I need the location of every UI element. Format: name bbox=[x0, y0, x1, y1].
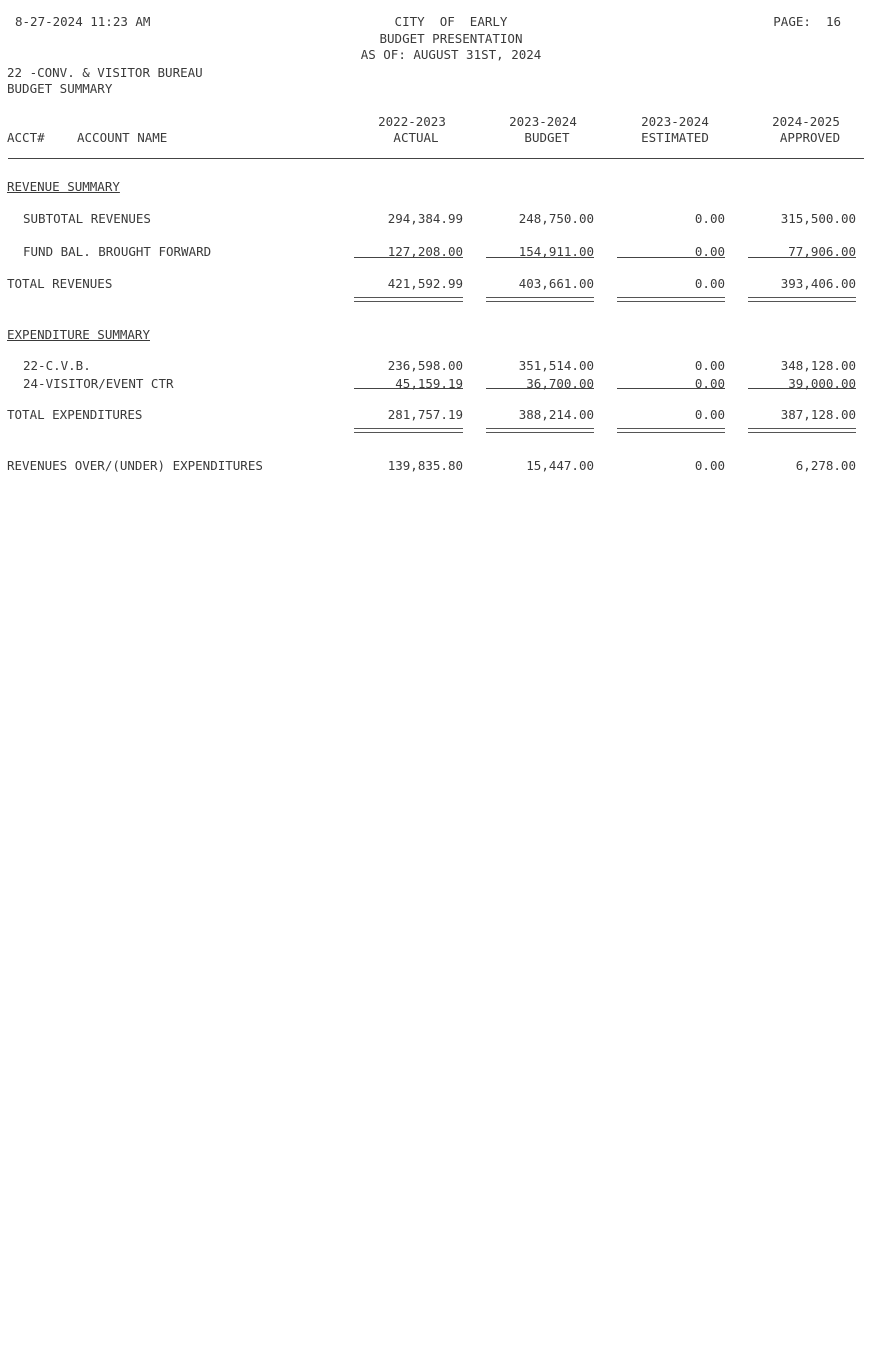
report-name: BUDGET SUMMARY bbox=[7, 81, 113, 96]
value-approved: 393,406.00 bbox=[780, 276, 856, 291]
value-actual: 421,592.99 bbox=[387, 276, 463, 291]
report-datetime: 8-27-2024 11:23 AM bbox=[15, 14, 151, 29]
value-actual: 281,757.19 bbox=[387, 407, 463, 422]
total-double-rule bbox=[354, 297, 463, 302]
col-actual-label: ACTUAL bbox=[393, 130, 439, 145]
value-estimated: 0.00 bbox=[694, 211, 725, 226]
value-budget: 248,750.00 bbox=[518, 211, 594, 226]
col-estimated-label: ESTIMATED bbox=[641, 130, 709, 145]
value-approved: 315,500.00 bbox=[780, 211, 856, 226]
value-estimated: 0.00 bbox=[694, 458, 725, 473]
value-estimated: 0.00 bbox=[694, 276, 725, 291]
col-acct-header: ACCT# bbox=[7, 130, 45, 145]
expenditure-heading: EXPENDITURE SUMMARY bbox=[7, 327, 150, 342]
value-budget: 36,700.00 bbox=[526, 376, 594, 391]
value-estimated: 0.00 bbox=[694, 376, 725, 391]
org-name: CITY OF EARLY bbox=[394, 14, 508, 29]
value-approved: 39,000.00 bbox=[788, 376, 856, 391]
value-approved: 387,128.00 bbox=[780, 407, 856, 422]
total-double-rule bbox=[617, 428, 725, 433]
value-actual: 294,384.99 bbox=[387, 211, 463, 226]
total-double-rule bbox=[617, 297, 725, 302]
fund-name: 22 -CONV. & VISITOR BUREAU bbox=[7, 65, 203, 80]
value-actual: 45,159.19 bbox=[395, 376, 463, 391]
row-label: TOTAL EXPENDITURES bbox=[7, 407, 143, 422]
value-estimated: 0.00 bbox=[694, 407, 725, 422]
total-double-rule bbox=[486, 297, 594, 302]
subtotal-rule bbox=[748, 257, 856, 258]
value-approved: 77,906.00 bbox=[788, 244, 856, 259]
value-estimated: 0.00 bbox=[694, 244, 725, 259]
col-budget-label: BUDGET bbox=[524, 130, 570, 145]
subtotal-rule bbox=[486, 257, 594, 258]
subtotal-rule bbox=[617, 257, 725, 258]
col-name-header: ACCOUNT NAME bbox=[77, 130, 168, 145]
subtotal-rule bbox=[486, 388, 594, 389]
row-label: SUBTOTAL REVENUES bbox=[23, 211, 151, 226]
subtotal-rule bbox=[617, 388, 725, 389]
row-label: TOTAL REVENUES bbox=[7, 276, 113, 291]
value-budget: 154,911.00 bbox=[518, 244, 594, 259]
revenue-heading: REVENUE SUMMARY bbox=[7, 179, 120, 194]
row-label: 22-C.V.B. bbox=[23, 358, 91, 373]
value-budget: 351,514.00 bbox=[518, 358, 594, 373]
col-budget-year: 2023-2024 bbox=[509, 114, 577, 129]
value-approved: 6,278.00 bbox=[795, 458, 856, 473]
header-divider bbox=[8, 158, 864, 159]
total-double-rule bbox=[354, 428, 463, 433]
row-label: FUND BAL. BROUGHT FORWARD bbox=[23, 244, 212, 259]
value-budget: 403,661.00 bbox=[518, 276, 594, 291]
report-title: BUDGET PRESENTATION bbox=[379, 31, 523, 46]
total-double-rule bbox=[748, 428, 856, 433]
col-approved-year: 2024-2025 bbox=[772, 114, 840, 129]
value-estimated: 0.00 bbox=[694, 358, 725, 373]
subtotal-rule bbox=[354, 388, 463, 389]
subtotal-rule bbox=[748, 388, 856, 389]
total-double-rule bbox=[486, 428, 594, 433]
col-actual-year: 2022-2023 bbox=[378, 114, 446, 129]
col-approved-label: APPROVED bbox=[779, 130, 841, 145]
row-label: 24-VISITOR/EVENT CTR bbox=[23, 376, 174, 391]
subtotal-rule bbox=[354, 257, 463, 258]
value-actual: 139,835.80 bbox=[387, 458, 463, 473]
value-budget: 15,447.00 bbox=[526, 458, 594, 473]
total-double-rule bbox=[748, 297, 856, 302]
value-approved: 348,128.00 bbox=[780, 358, 856, 373]
value-actual: 127,208.00 bbox=[387, 244, 463, 259]
row-label: REVENUES OVER/(UNDER) EXPENDITURES bbox=[7, 458, 263, 473]
page-number: PAGE: 16 bbox=[773, 14, 841, 29]
as-of-date: AS OF: AUGUST 31ST, 2024 bbox=[360, 47, 542, 62]
value-actual: 236,598.00 bbox=[387, 358, 463, 373]
col-estimated-year: 2023-2024 bbox=[641, 114, 709, 129]
value-budget: 388,214.00 bbox=[518, 407, 594, 422]
